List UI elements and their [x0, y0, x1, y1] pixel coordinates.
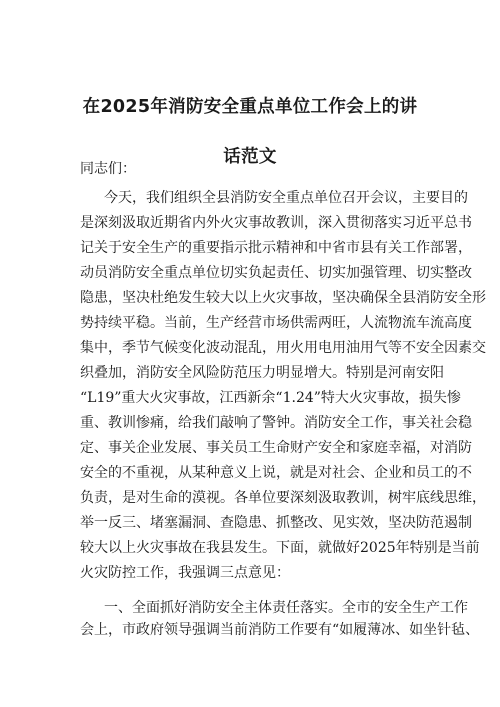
- paragraph-1-line: 举一反三、堵塞漏洞、查隐患、抓整改、见实效，坚决防范遏制: [80, 515, 472, 531]
- paragraph-1-line: “L19”重大火灾事故，江西新余“1.24”特大火灾事故，损失惨: [80, 390, 461, 406]
- paragraph-1-line: 负责，是对生命的漠视。各单位要深刻汲取教训，树牢底线思维，: [80, 490, 486, 506]
- paragraph-2-line: 一、全面抓好消防安全主体责任落实。全市的安全生产工作: [104, 600, 468, 616]
- paragraph-1-line: 记关于安全生产的重要指示批示精神和中省市县有关工作部署，: [80, 240, 472, 256]
- paragraph-1-line: 火灾防控工作，我强调三点意见：: [80, 565, 290, 581]
- paragraph-1-line: 集中，季节气候变化波动混乱，用火用电用油用气等不安全因素交: [80, 340, 486, 356]
- paragraph-1-line: 较大以上火灾事故在我县发生。下面，就做好2025年特别是当前: [80, 540, 480, 556]
- paragraph-1-line: 是深刻汲取近期省内外火灾事故教训，深入贯彻落实习近平总书: [80, 215, 472, 231]
- paragraph-1-line: 隐患，坚决杜绝发生较大以上火灾事故，坚决确保全县消防安全形: [80, 290, 486, 306]
- paragraph-1-line: 势持续平稳。当前，生产经营市场供需两旺，人流物流车流高度: [80, 315, 472, 331]
- paragraph-2-line: 会上，市政府领导强调当前消防工作要有“如履薄冰、如坐针毡、: [80, 622, 480, 638]
- paragraph-1-line: 织叠加，消防安全风险防范压力明显增大。特别是河南安阳: [80, 365, 444, 381]
- salutation: 同志们：: [80, 161, 136, 177]
- paragraph-1-line: 重、教训惨痛，给我们敲响了警钟。消防安全工作，事关社会稳: [80, 415, 472, 431]
- paragraph-1-line: 今天，我们组织全县消防安全重点单位召开会议，主要目的: [104, 190, 468, 206]
- paragraph-1-line: 动员消防安全重点单位切实负起责任、切实加强管理、切实整改: [80, 265, 472, 281]
- paragraph-1-line: 定、事关企业发展、事关员工生命财产安全和家庭幸福，对消防: [80, 440, 472, 456]
- paragraph-1-line: 安全的不重视，从某种意义上说，就是对社会、企业和员工的不: [80, 465, 472, 481]
- document-title-line-1: 在2025年消防安全重点单位工作会上的讲: [82, 97, 418, 117]
- document-title-line-2: 话范文: [223, 147, 277, 167]
